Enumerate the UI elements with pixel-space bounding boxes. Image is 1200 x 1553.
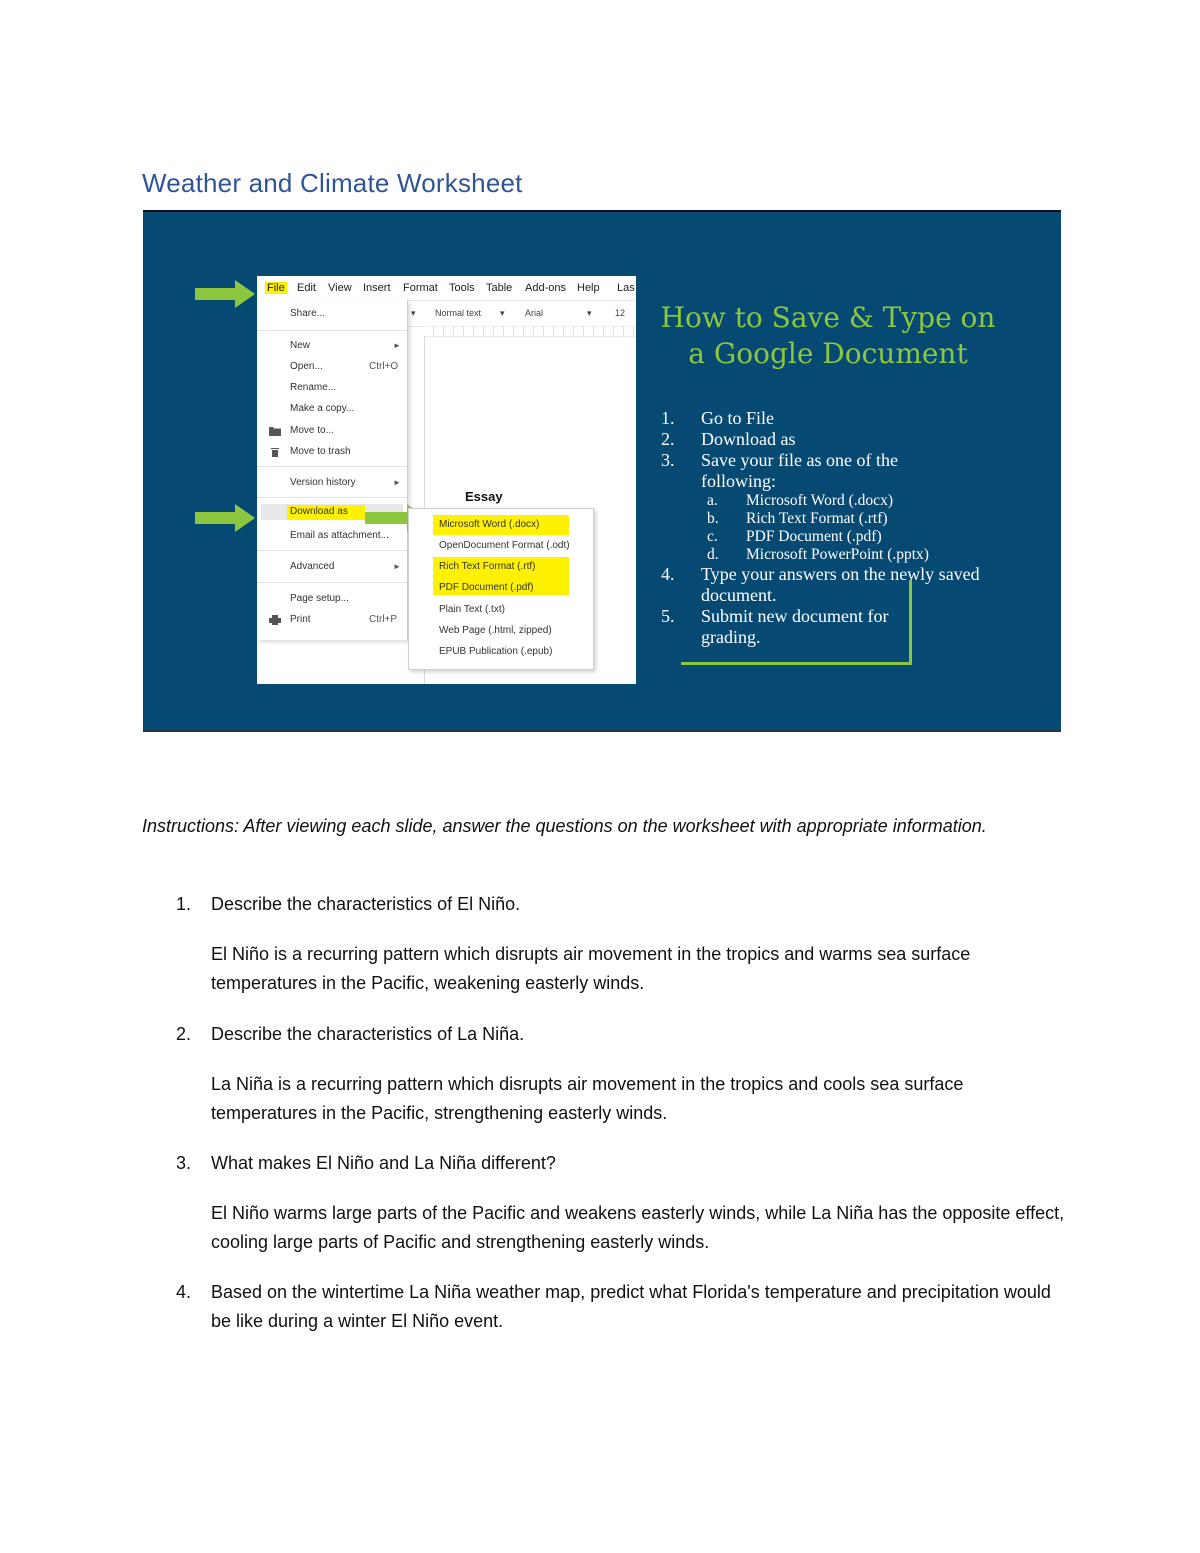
substep-letter: b.	[707, 510, 719, 527]
style-select: Normal text	[435, 308, 482, 318]
menu-divider	[257, 582, 407, 583]
arrow-to-download-icon	[195, 502, 257, 534]
green-bracket-decoration	[681, 580, 912, 665]
printer-icon	[269, 615, 281, 625]
menu-tools: Tools	[449, 282, 475, 294]
shortcut-open: Ctrl+O	[369, 361, 399, 372]
file-menu-email-attachment: Email as attachment...	[290, 530, 389, 541]
menu-divider	[257, 466, 407, 467]
step-text: Download as	[701, 429, 796, 449]
step-text: Submit new document for grading.	[701, 606, 889, 647]
question-text: Describe the characteristics of La Niña.	[211, 1024, 525, 1044]
answer-3[interactable]: El Niño warms large parts of the Pacific and weakens easterly winds, while La Niña has the opposite effect, cooling large parts of Pacific and strengthening easterly winds.	[211, 1203, 1065, 1252]
question-number: 4.	[176, 1282, 192, 1302]
substep-letter: d.	[707, 546, 719, 563]
step-item	[661, 429, 1041, 450]
menu-file: File	[267, 282, 285, 294]
menu-addons: Add-ons	[525, 282, 566, 294]
ruler	[424, 326, 636, 337]
question-text: What makes El Niño and La Niña different?	[211, 1153, 556, 1173]
file-menu-version-history: Version history	[290, 477, 356, 488]
substep-letter: c.	[707, 528, 718, 545]
submenu-arrow-icon: ►	[393, 478, 401, 487]
menu-view: View	[328, 282, 352, 294]
slide-heading-line-1: How to Save & Type on	[660, 301, 996, 334]
menu-bar	[257, 276, 636, 301]
file-menu-new: New	[290, 340, 311, 351]
menu-divider	[257, 550, 407, 551]
file-menu-advanced: Advanced	[290, 561, 335, 572]
substep-letter: a.	[707, 492, 718, 509]
step-text: Go to File	[701, 408, 775, 428]
slide-heading	[643, 300, 1013, 372]
download-rtf: Rich Text Format (.rtf)	[439, 561, 536, 572]
download-odt: OpenDocument Format (.odt)	[439, 540, 570, 551]
folder-icon	[269, 426, 281, 436]
menu-divider	[257, 330, 407, 331]
instructions-text: Instructions: After viewing each slide, answer the questions on the worksheet with appropriate information.	[142, 816, 987, 836]
font-select: Arial	[525, 308, 544, 318]
substep-item	[661, 492, 1041, 510]
document-title: Weather and Climate Worksheet	[142, 168, 523, 198]
substep-text: Microsoft PowerPoint (.pptx)	[746, 546, 929, 563]
dropdown-caret-icon: ▾	[411, 308, 416, 318]
dropdown-caret-icon: ▾	[500, 308, 505, 318]
font-size-select: 12	[615, 308, 626, 318]
menu-edit: Edit	[297, 282, 316, 294]
step-number: 2.	[661, 429, 675, 449]
file-menu	[257, 300, 408, 640]
toolbar	[407, 300, 636, 327]
menu-help: Help	[577, 282, 600, 294]
file-menu-share: Share...	[290, 308, 326, 319]
question-text: Based on the wintertime La Niña weather map, predict what Florida's temperature and precipitation would be like during a winter El Niño event.	[211, 1282, 1051, 1331]
answer-2[interactable]: La Niña is a recurring pattern which disrupts air movement in the tropics and cools sea surface temperatures in the Pacific, strengthening easterly winds.	[211, 1074, 964, 1123]
file-menu-open: Open...	[290, 361, 323, 372]
step-number: 5.	[661, 606, 675, 626]
file-menu-move-to: Move to...	[290, 425, 334, 436]
file-menu-page-setup: Page setup...	[290, 593, 349, 604]
arrow-to-file-icon	[195, 278, 257, 310]
substep-item	[661, 528, 1041, 546]
menu-format: Format	[403, 282, 438, 294]
question-number: 2.	[176, 1024, 192, 1044]
substep-item	[661, 510, 1041, 528]
menu-last-edit: Las	[617, 282, 635, 294]
menu-insert: Insert	[363, 282, 391, 294]
download-docx: Microsoft Word (.docx)	[439, 519, 540, 530]
document-heading: Essay	[465, 489, 503, 504]
step-number: 4.	[661, 564, 675, 584]
substep-text: PDF Document (.pdf)	[746, 528, 882, 545]
question-text: Describe the characteristics of El Niño.	[211, 894, 521, 914]
step-number: 1.	[661, 408, 675, 428]
file-menu-make-copy: Make a copy...	[290, 403, 355, 414]
substep-item	[661, 546, 1041, 564]
step-number: 3.	[661, 450, 675, 470]
file-menu-print: Print	[290, 614, 311, 625]
download-epub: EPUB Publication (.epub)	[439, 646, 553, 657]
file-menu-download-as: Download as	[290, 506, 348, 517]
step-text: Save your file as one of the following:	[701, 450, 898, 491]
step-item	[661, 450, 971, 492]
submenu-arrow-icon: ►	[393, 341, 401, 350]
question-number: 1.	[176, 894, 192, 914]
menu-divider	[257, 497, 407, 498]
instruction-slide	[143, 210, 1061, 732]
download-txt: Plain Text (.txt)	[439, 604, 505, 615]
slide-heading-line-2: a Google Document	[688, 337, 968, 370]
trash-icon	[269, 447, 281, 457]
step-text: Type your answers on the newly saved document.	[701, 564, 980, 605]
file-menu-rename: Rename...	[290, 382, 337, 393]
download-html: Web Page (.html, zipped)	[439, 625, 552, 636]
question-number: 3.	[176, 1153, 192, 1173]
substep-text: Microsoft Word (.docx)	[746, 492, 893, 509]
download-pdf: PDF Document (.pdf)	[439, 582, 534, 593]
google-docs-screenshot	[257, 276, 636, 684]
download-as-submenu	[408, 508, 594, 670]
substep-text: Rich Text Format (.rtf)	[746, 510, 888, 527]
menu-table: Table	[486, 282, 513, 294]
dropdown-caret-icon: ▾	[587, 308, 592, 318]
file-menu-move-to-trash: Move to trash	[290, 446, 351, 457]
answer-1[interactable]: El Niño is a recurring pattern which disrupts air movement in the tropics and warms sea surface temperatures in the Pacific, weakening easterly winds.	[211, 944, 971, 993]
shortcut-print: Ctrl+P	[369, 614, 398, 625]
submenu-arrow-icon: ►	[393, 562, 401, 571]
step-item	[661, 408, 1041, 429]
